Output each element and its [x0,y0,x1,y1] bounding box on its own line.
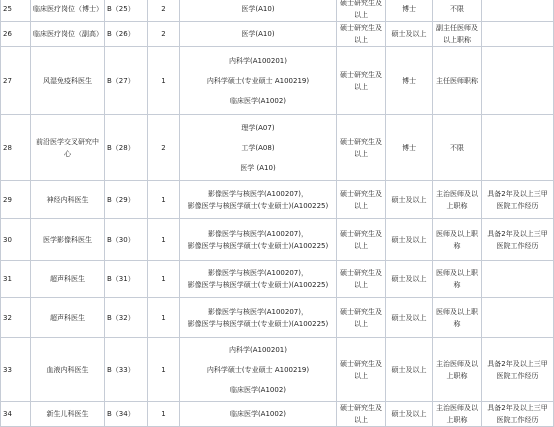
title-cell: 医师及以上职称 [433,298,482,338]
major-entry: 内科学硕士(专业硕士 A100219) [206,76,310,85]
position-cell: 医学影像科医生 [31,219,105,261]
degree-cell: 博士 [386,47,433,115]
table-row [1,181,554,219]
education-cell: 硕士研究生及以上 [337,298,386,338]
other-requirements-cell [482,0,554,22]
table-row [1,22,554,47]
other-requirements-cell [482,298,554,338]
position-cell: 前沿医学交叉研究中心 [31,115,105,181]
degree-cell: 硕士及以上 [386,298,433,338]
count-cell: 1 [148,47,180,115]
degree-cell: 硕士及以上 [386,261,433,298]
code-cell: B（26） [105,22,148,47]
row-number-cell: 33 [1,338,31,402]
table-row [1,402,554,427]
other-requirements-cell [482,22,554,47]
title-cell: 医师及以上职称 [433,219,482,261]
count-cell: 1 [148,402,180,427]
count-cell: 1 [148,181,180,219]
row-number-cell: 29 [1,181,31,219]
position-cell: 超声科医生 [31,261,105,298]
major-entry: 影像医学与核医学硕士(专业硕士)(A100225) [187,201,329,210]
other-requirements-cell: 具备2年及以上三甲医院工作经历 [482,219,554,261]
code-cell: B（30） [105,219,148,261]
row-number-cell: 30 [1,219,31,261]
table-body [1,0,554,427]
education-cell: 硕士研究生及以上 [337,115,386,181]
title-cell: 主治医师及以上职称 [433,338,482,402]
majors-cell [180,22,337,47]
position-cell: 超声科医生 [31,298,105,338]
table-row [1,298,554,338]
count-cell: 1 [148,338,180,402]
degree-cell: 博士 [386,0,433,22]
majors-cell [180,47,337,115]
education-cell: 硕士研究生及以上 [337,261,386,298]
education-cell: 硕士研究生及以上 [337,0,386,22]
degree-cell: 硕士及以上 [386,219,433,261]
row-number-cell: 32 [1,298,31,338]
other-requirements-cell [482,47,554,115]
title-cell: 不限 [433,0,482,22]
major-entry: 影像医学与核医学(A100207)， [208,189,308,198]
education-cell: 硕士研究生及以上 [337,22,386,47]
table-row [1,219,554,261]
position-cell: 新生儿科医生 [31,402,105,427]
major-entry: 医学 (A10) [240,163,276,172]
count-cell: 1 [148,219,180,261]
major-entry: 理学(A07) [241,123,275,132]
major-entry: 医学(A10) [241,30,275,38]
table-row [1,261,554,298]
education-cell: 硕士研究生及以上 [337,219,386,261]
table-row [1,47,554,115]
major-entry: 医学(A10) [241,5,275,13]
other-requirements-cell [482,261,554,298]
code-cell: B（27） [105,47,148,115]
majors-cell [180,0,337,22]
education-cell: 硕士研究生及以上 [337,402,386,427]
count-cell: 2 [148,0,180,22]
count-cell: 1 [148,298,180,338]
code-cell: B（29） [105,181,148,219]
major-entry: 内科学硕士(专业硕士 A100219) [206,365,310,374]
position-cell: 血液内科医生 [31,338,105,402]
degree-cell: 硕士及以上 [386,338,433,402]
count-cell: 1 [148,261,180,298]
code-cell: B（33） [105,338,148,402]
degree-cell: 博士 [386,115,433,181]
title-cell: 医师及以上职称 [433,261,482,298]
row-number-cell: 25 [1,0,31,22]
code-cell: B（28） [105,115,148,181]
other-requirements-cell: 具备2年及以上三甲医院工作经历 [482,181,554,219]
degree-cell: 硕士及以上 [386,402,433,427]
major-entry: 临床医学(A1002) [229,96,287,105]
degree-cell: 硕士及以上 [386,181,433,219]
education-cell: 硕士研究生及以上 [337,47,386,115]
education-cell: 硕士研究生及以上 [337,181,386,219]
majors-cell [180,338,337,402]
major-entry: 影像医学与核医学硕士(专业硕士)(A100225) [187,319,329,328]
education-cell: 硕士研究生及以上 [337,338,386,402]
row-number-cell: 34 [1,402,31,427]
code-cell: B（32） [105,298,148,338]
major-entry: 影像医学与核医学(A100207)， [208,229,308,238]
table-row [1,0,554,22]
title-cell: 副主任医师及以上职称 [433,22,482,47]
count-cell: 2 [148,22,180,47]
major-entry: 内科学(A100201) [229,56,287,65]
majors-cell [180,181,337,219]
other-requirements-cell: 具备2年及以上三甲医院工作经历 [482,338,554,402]
title-cell: 主治医师及以上职称 [433,402,482,427]
majors-cell [180,298,337,338]
majors-cell [180,219,337,261]
table-row [1,338,554,402]
code-cell: B（31） [105,261,148,298]
majors-cell [180,261,337,298]
row-number-cell: 31 [1,261,31,298]
row-number-cell: 26 [1,22,31,47]
position-cell: 神经内科医生 [31,181,105,219]
major-entry: 影像医学与核医学(A100207)， [208,307,308,316]
title-cell: 主任医师职称 [433,47,482,115]
title-cell: 主治医师及以上职称 [433,181,482,219]
position-cell: 临床医疗岗位（博士） [31,0,105,22]
title-cell: 不限 [433,115,482,181]
majors-cell [180,402,337,427]
position-cell: 风湿免疫科医生 [31,47,105,115]
major-entry: 临床医学(A1002) [229,410,287,418]
major-entry: 临床医学(A1002) [229,385,287,394]
position-cell: 临床医疗岗位（副高） [31,22,105,47]
major-entry: 影像医学与核医学硕士(专业硕士)(A100225) [187,241,329,250]
code-cell: B（34） [105,402,148,427]
other-requirements-cell: 具备2年及以上三甲医院工作经历 [482,402,554,427]
major-entry: 影像医学与核医学(A100207)， [208,269,308,277]
count-cell: 2 [148,115,180,181]
row-number-cell: 27 [1,47,31,115]
table-row [1,115,554,181]
other-requirements-cell [482,115,554,181]
major-entry: 工学(A08) [241,143,275,152]
majors-cell [180,115,337,181]
degree-cell: 硕士及以上 [386,22,433,47]
code-cell: B（25） [105,0,148,22]
row-number-cell: 28 [1,115,31,181]
major-entry: 影像医学与核医学硕士(专业硕士)(A100225) [187,281,329,289]
major-entry: 内科学(A100201) [229,345,287,354]
